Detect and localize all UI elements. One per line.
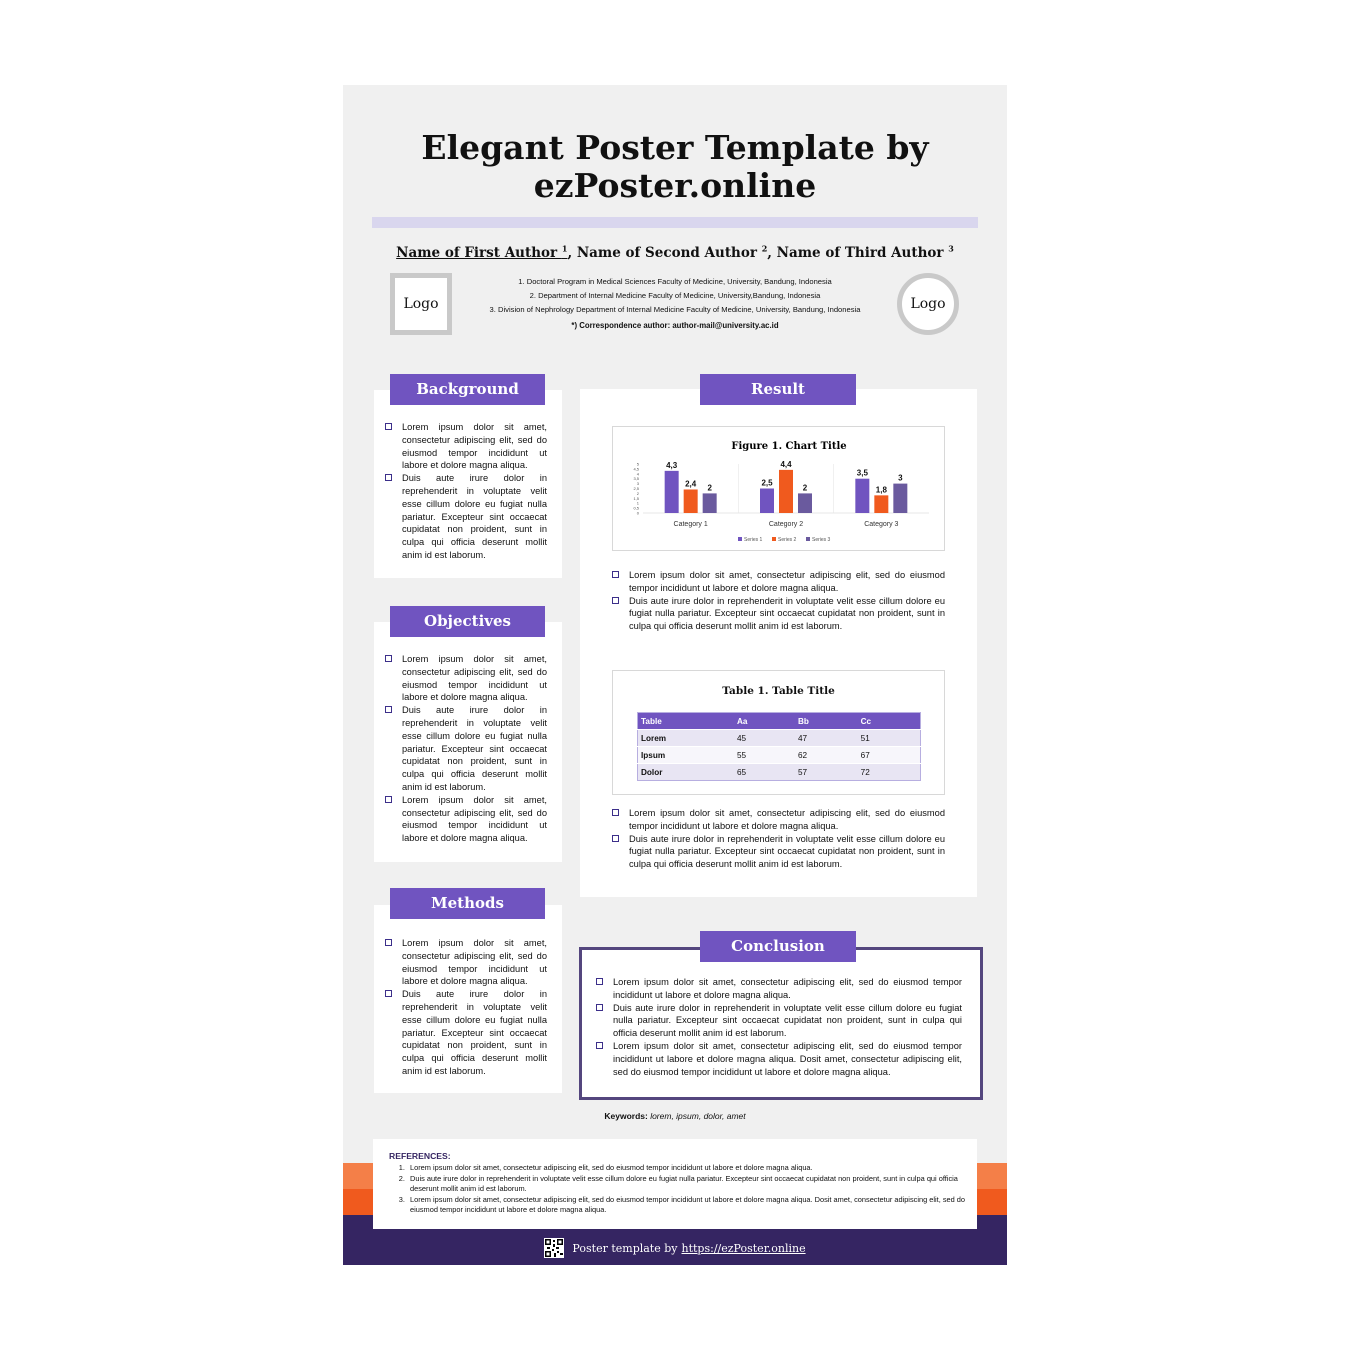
affiliations <box>463 275 887 317</box>
references-panel <box>373 1139 977 1229</box>
y-tick-label: 4 <box>636 471 639 477</box>
bar <box>684 489 698 513</box>
table-cell: 62 <box>795 747 858 764</box>
table-cell: 45 <box>734 730 795 747</box>
footer <box>343 1235 1007 1261</box>
y-axis <box>633 462 639 516</box>
third-author: , Name of Third Author $^3$ <box>767 243 954 261</box>
affiliation-2: 2. Department of Internal Medicine Faculty of Medicine, University,Bandung, Indonesia <box>529 291 821 300</box>
table-cell: 51 <box>858 730 921 747</box>
table-row <box>638 747 921 764</box>
table-cell: Ipsum <box>638 747 735 764</box>
footer-text: Poster template by <box>572 1241 678 1255</box>
references-list <box>389 1163 979 1216</box>
table-header-row <box>638 713 921 730</box>
result-list-2 <box>612 807 945 871</box>
reference-item: 1. Lorem ipsum dolor sit amet, consectetur adipiscing elit, sed do eiusmod tempor incididunt ut labore et dolore magna aliqua. <box>407 1163 979 1174</box>
bar <box>703 493 717 513</box>
x-axis <box>674 521 899 528</box>
poster-title: Elegant Poster Template by ezPoster.online <box>421 128 929 205</box>
result-heading: Result <box>700 374 856 405</box>
bar <box>779 470 793 513</box>
reference-item: 3. Lorem ipsum dolor sit amet, consectetur adipiscing elit, sed do eiusmod tempor incididunt ut labore et dolore magna aliqua. Dosit amet, consectetur adipiscing elit, sed do eiusmod tempor incididunt ut labore et dolore magna aliqua. <box>407 1195 979 1216</box>
author-line <box>343 243 1007 261</box>
list-item: Duis aute irure dolor in reprehenderit in voluptate velit esse cillum dolore eu fugiat nulla pariatur. Excepteur sint occaecat cupidatat non proident, sunt in culpa qui officia deserunt mollit anim id est laborum. <box>385 988 547 1078</box>
legend-swatch <box>806 537 810 541</box>
list-item: Lorem ipsum dolor sit amet, consectetur adipiscing elit, sed do eiusmod tempor incididunt ut labore et dolore magna aliqua. <box>385 937 547 988</box>
objectives-heading: Objectives <box>390 606 545 637</box>
correspondence: *) Correspondence author: author-mail@university.ac.id <box>571 321 779 330</box>
first-author: Name of First Author $^1$ <box>396 243 568 261</box>
table-title: Table 1. Table Title <box>722 685 835 697</box>
list-item: Lorem ipsum dolor sit amet, consectetur adipiscing elit, sed do eiusmod tempor incididunt ut labore et dolore magna aliqua. <box>612 569 945 595</box>
category-label: Category 3 <box>864 521 899 528</box>
legend-label: Series 3 <box>812 537 831 543</box>
chart-title: Figure 1. Chart Title <box>731 441 847 452</box>
legend-label: Series 1 <box>744 537 763 543</box>
table-cell: 72 <box>858 764 921 781</box>
legend-swatch <box>738 537 742 541</box>
bar-chart <box>613 427 944 550</box>
table-header: Table <box>638 713 735 730</box>
bar-data-label: 2 <box>802 483 808 493</box>
legend-label: Series 2 <box>778 537 797 543</box>
table-figure <box>612 670 945 795</box>
methods-heading: Methods <box>390 888 545 919</box>
list-item: Duis aute irure dolor in reprehenderit in voluptate velit esse cillum dolore eu fugiat nulla pariatur. Excepteur sint occaecat cupidatat non proident, sunt in culpa qui officia deserunt mollit anim id est laborum. <box>612 833 945 871</box>
poster <box>343 85 1007 1265</box>
table-cell: 47 <box>795 730 858 747</box>
y-tick-label: 4,5 <box>633 466 639 472</box>
logo-right: Logo <box>897 273 959 335</box>
list-item: Lorem ipsum dolor sit amet, consectetur adipiscing elit, sed do eiusmod tempor incididunt ut labore et dolore magna aliqua. <box>385 653 547 704</box>
y-tick-label: 1,5 <box>633 495 639 501</box>
conclusion-heading: Conclusion <box>700 931 856 962</box>
table-cell: Lorem <box>638 730 735 747</box>
legend-swatch <box>772 537 776 541</box>
bar <box>760 489 774 514</box>
bar-data-label: 1,8 <box>875 485 887 495</box>
chart-figure <box>612 426 945 551</box>
bar-data-label: 4,3 <box>666 460 678 470</box>
y-tick-label: 1 <box>636 500 639 506</box>
methods-list <box>385 937 547 1078</box>
bar-data-label: 2,5 <box>761 478 773 488</box>
bar <box>855 479 869 513</box>
affiliation-1: 1. Doctoral Program in Medical Sciences Faculty of Medicine, University, Bandung, Indonesia <box>518 277 832 286</box>
y-tick-label: 3 <box>636 481 639 487</box>
table-cell: 67 <box>858 747 921 764</box>
list-item: Duis aute irure dolor in reprehenderit in voluptate velit esse cillum dolore eu fugiat nulla pariatur. Excepteur sint occaecat cupidatat non proident, sunt in culpa qui officia deserunt mollit anim id est laborum. <box>385 472 547 562</box>
y-tick-label: 0,5 <box>633 505 639 511</box>
table-header: Bb <box>795 713 858 730</box>
list-item: Lorem ipsum dolor sit amet, consectetur adipiscing elit, sed do eiusmod tempor incididunt ut labore et dolore magna aliqua. <box>385 421 547 472</box>
table-cell: Dolor <box>638 764 735 781</box>
list-item: Duis aute irure dolor in reprehenderit in voluptate velit esse cillum dolore eu fugiat nulla pariatur. Excepteur sint occaecat cupidatat non proident, sunt in culpa qui officia deserunt mollit anim id est laborum. <box>596 1002 962 1040</box>
y-tick-label: 5 <box>636 461 639 467</box>
references-title: REFERENCES: <box>389 1151 451 1161</box>
objectives-list <box>385 653 547 845</box>
logo-left: Logo <box>390 273 452 335</box>
bar-data-label: 4,4 <box>780 459 792 469</box>
bar <box>874 495 888 513</box>
footer-link[interactable]: https://ezPoster.online <box>681 1241 806 1255</box>
table-row <box>638 730 921 747</box>
list-item: Lorem ipsum dolor sit amet, consectetur adipiscing elit, sed do eiusmod tempor incididunt ut labore et dolore magna aliqua. <box>612 807 945 833</box>
title-divider <box>372 217 978 228</box>
category-label: Category 1 <box>673 521 708 528</box>
table-cell: 55 <box>734 747 795 764</box>
table-cell: 65 <box>734 764 795 781</box>
list-item: Lorem ipsum dolor sit amet, consectetur adipiscing elit, sed do eiusmod tempor incididunt ut labore et dolore magna aliqua. Dosit amet, consectetur adipiscing elit, sed do eiusmod tempor incididunt ut labore et dolore magna aliqua. <box>596 1040 962 1078</box>
chart-bars <box>665 460 908 513</box>
bar-data-label: 3 <box>898 473 903 483</box>
background-heading: Background <box>390 374 545 405</box>
keywords-label: Keywords: <box>604 1111 648 1121</box>
reference-item: 2. Duis aute irure dolor in reprehenderit in voluptate velit esse cillum dolore eu fugiat nulla pariatur. Excepteur sint occaecat cupidatat non proident, sunt in culpa qui officia deserunt mollit anim id est laborum. <box>407 1174 979 1195</box>
category-label: Category 2 <box>768 521 804 528</box>
table-header: Aa <box>734 713 795 730</box>
table-cell: 57 <box>795 764 858 781</box>
y-tick-label: 0 <box>636 510 639 516</box>
data-table <box>637 712 921 781</box>
list-item: Duis aute irure dolor in reprehenderit in voluptate velit esse cillum dolore eu fugiat nulla pariatur. Excepteur sint occaecat cupidatat non proident, sunt in culpa qui officia deserunt mollit anim id est laborum. <box>385 704 547 794</box>
y-tick-label: 3,5 <box>633 476 639 482</box>
second-author: , Name of Second Author $^2$ <box>567 243 768 261</box>
bar-data-label: 2 <box>707 483 712 493</box>
y-tick-label: 2 <box>636 490 639 496</box>
conclusion-list <box>596 976 962 1078</box>
bar <box>798 493 812 513</box>
bar <box>665 471 679 513</box>
affiliation-3: 3. Division of Nephrology Department of Internal Medicine Faculty of Medicine, University, Bandung, Indonesia <box>489 305 861 314</box>
keywords <box>343 1111 1007 1121</box>
bar-data-label: 2,4 <box>685 479 697 489</box>
qr-code-icon <box>544 1238 564 1258</box>
list-item: Lorem ipsum dolor sit amet, consectetur adipiscing elit, sed do eiusmod tempor incididunt ut labore et dolore magna aliqua. <box>385 794 547 845</box>
list-item: Duis aute irure dolor in reprehenderit in voluptate velit esse cillum dolore eu fugiat nulla pariatur. Excepteur sint occaecat cupidatat non proident, sunt in culpa qui officia deserunt mollit anim id est laborum. <box>612 595 945 633</box>
keywords-value: lorem, ipsum, dolor, amet <box>647 1111 746 1121</box>
result-list-1 <box>612 569 945 633</box>
list-item: Lorem ipsum dolor sit amet, consectetur adipiscing elit, sed do eiusmod tempor incididunt ut labore et dolore magna aliqua. <box>596 976 962 1002</box>
background-list <box>385 421 547 562</box>
chart-legend <box>738 537 831 543</box>
y-tick-label: 2,5 <box>633 486 639 491</box>
bar <box>893 484 907 513</box>
bar-data-label: 3,5 <box>856 468 868 478</box>
table-row <box>638 764 921 781</box>
table-header: Cc <box>858 713 921 730</box>
